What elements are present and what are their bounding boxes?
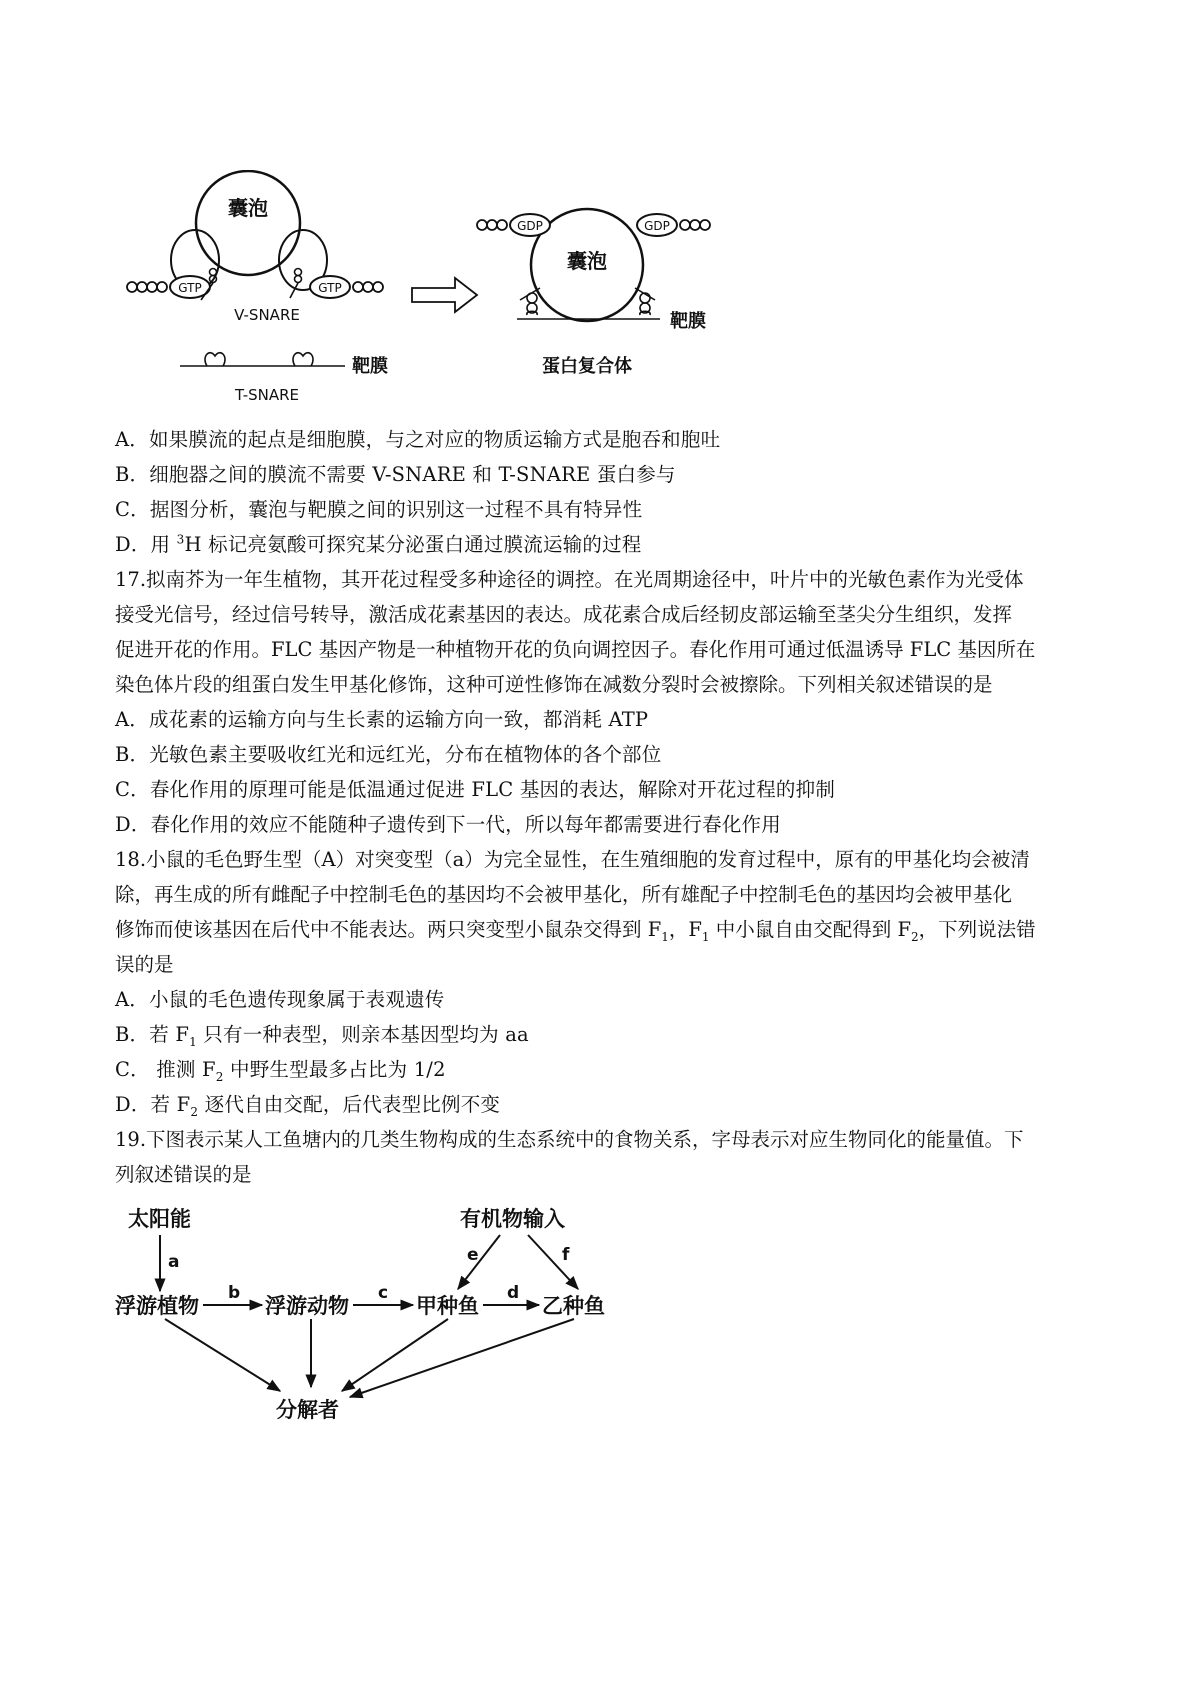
q18-stem-4: 误的是 [115, 953, 174, 976]
label-f: f [562, 1245, 570, 1265]
q18-stem-2: 除，再生成的所有雌配子中控制毛色的基因均不会被甲基化，所有雄配子中控制毛色的基因均会被甲基化 [115, 883, 1013, 906]
q16-option-d: D．用 $^3$H 标记亮氨酸可探究某分泌蛋白通过膜流运输的过程 [115, 532, 642, 556]
q17-stem-3: 促进开花的作用。FLC 基因产物是一种植物开花的负向调控因子。春化作用可通过低温诱导 FLC 基因所在 [115, 638, 1036, 661]
node-fish-b: 乙种鱼 [542, 1294, 605, 1318]
q18-option-a: A．小鼠的毛色遗传现象属于表观遗传 [115, 988, 445, 1011]
food-web-diagram [110, 1195, 690, 1425]
q17-stem-2: 接受光信号，经过信号转导，激活成花素基因的表达。成花素合成后经韧皮部运输至茎尖分生组织，发挥 [115, 603, 1013, 626]
q17-option-a: A．成花素的运输方向与生长素的运输方向一致，都消耗 ATP [115, 708, 649, 731]
q18-stem-1: 18.小鼠的毛色野生型（A）对突变型（a）为完全显性，在生殖细胞的发育过程中，原有的甲基化均会被清 [115, 848, 1030, 871]
vesicle-left-label: 囊泡 [228, 196, 268, 220]
edge-labels [168, 1245, 570, 1303]
node-phytoplankton: 浮游植物 [115, 1294, 199, 1318]
t-snare-markers [205, 353, 313, 366]
q19-stem-1: 19.下图表示某人工鱼塘内的几类生物构成的生态系统中的食物关系，字母表示对应生物同化的能量值。下 [115, 1128, 1024, 1151]
label-a: a [168, 1252, 180, 1272]
gtp-right-label: GTP [318, 281, 342, 295]
q17-stem-1: 17.拟南芥为一年生植物，其开花过程受多种途径的调控。在光周期途径中，叶片中的光敏色素作为光受体 [115, 568, 1024, 591]
gdp-left-label: GDP [517, 219, 543, 233]
q17-option-d: D．春化作用的效应不能随种子遗传到下一代，所以每年都需要进行春化作用 [115, 813, 781, 836]
node-decomposer: 分解者 [276, 1398, 339, 1422]
gtp-left-label: GTP [178, 281, 202, 295]
q18-option-c: C． 推测 $F_2$ 中野生型最多占比为 1/2 [115, 1058, 446, 1084]
v-snare-label: V-SNARE [234, 306, 300, 324]
edge-fishb-decomp [350, 1319, 574, 1397]
q16-option-b: B．细胞器之间的膜流不需要 V-SNARE 和 T-SNARE 蛋白参与 [115, 463, 676, 486]
q18-stem-3: 修饰而使该基因在后代中不能表达。两只突变型小鼠杂交得到 $F_1$，$F_1$ 中小鼠自由交配得到 $F_2$，下列说法错 [115, 918, 1036, 944]
q17-option-c: C．春化作用的原理可能是低温通过促进 FLC 基因的表达，解除对开花过程的抑制 [115, 778, 836, 801]
edge-phyto-decomp [165, 1319, 280, 1391]
node-fish-a: 甲种鱼 [416, 1294, 479, 1318]
t-snare-label: T-SNARE [234, 386, 300, 404]
label-e: e [467, 1245, 479, 1265]
chain-right [353, 282, 383, 292]
protein-complex-label: 蛋白复合体 [542, 356, 632, 377]
node-organic-input: 有机物输入 [460, 1207, 565, 1231]
node-zooplankton: 浮游动物 [265, 1294, 349, 1318]
q16-option-c: C．据图分析，囊泡与靶膜之间的识别这一过程不具有特异性 [115, 498, 643, 521]
chain-left [127, 282, 167, 292]
q18-option-b: B．若 $F_1$ 只有一种表型，则亲本基因型均为 aa [115, 1023, 529, 1049]
gdp-chain-right [680, 220, 710, 230]
v-snare-markers [201, 269, 302, 301]
edge-fisha-decomp [342, 1319, 448, 1391]
gdp-chain-left [477, 220, 507, 230]
target-membrane-label-left: 靶膜 [352, 356, 388, 377]
transition-arrow [412, 278, 477, 312]
vesicle-right-label: 囊泡 [567, 249, 607, 273]
q19-stem-2: 列叙述错误的是 [115, 1163, 252, 1186]
q16-option-a: A．如果膜流的起点是细胞膜，与之对应的物质运输方式是胞吞和胞吐 [115, 428, 721, 451]
q17-option-b: B．光敏色素主要吸收红光和远红光，分布在植物体的各个部位 [115, 743, 662, 766]
q17-stem-4: 染色体片段的组蛋白发生甲基化修饰，这种可逆性修饰在减数分裂时会被擦除。下列相关叙述错误的是 [115, 673, 993, 696]
edge-e [458, 1235, 500, 1289]
vesicle-fusion-diagram [115, 170, 735, 410]
node-solar: 太阳能 [128, 1207, 191, 1231]
label-c: c [378, 1283, 389, 1303]
label-d: d [507, 1283, 520, 1303]
edge-f [528, 1235, 578, 1289]
q18-option-d: D．若 $F_2$ 逐代自由交配，后代表型比例不变 [115, 1093, 501, 1119]
edges [160, 1235, 578, 1397]
target-membrane-label-right: 靶膜 [670, 311, 706, 332]
gdp-right-label: GDP [644, 219, 670, 233]
vesicle-left [196, 171, 300, 275]
label-b: b [228, 1283, 241, 1303]
